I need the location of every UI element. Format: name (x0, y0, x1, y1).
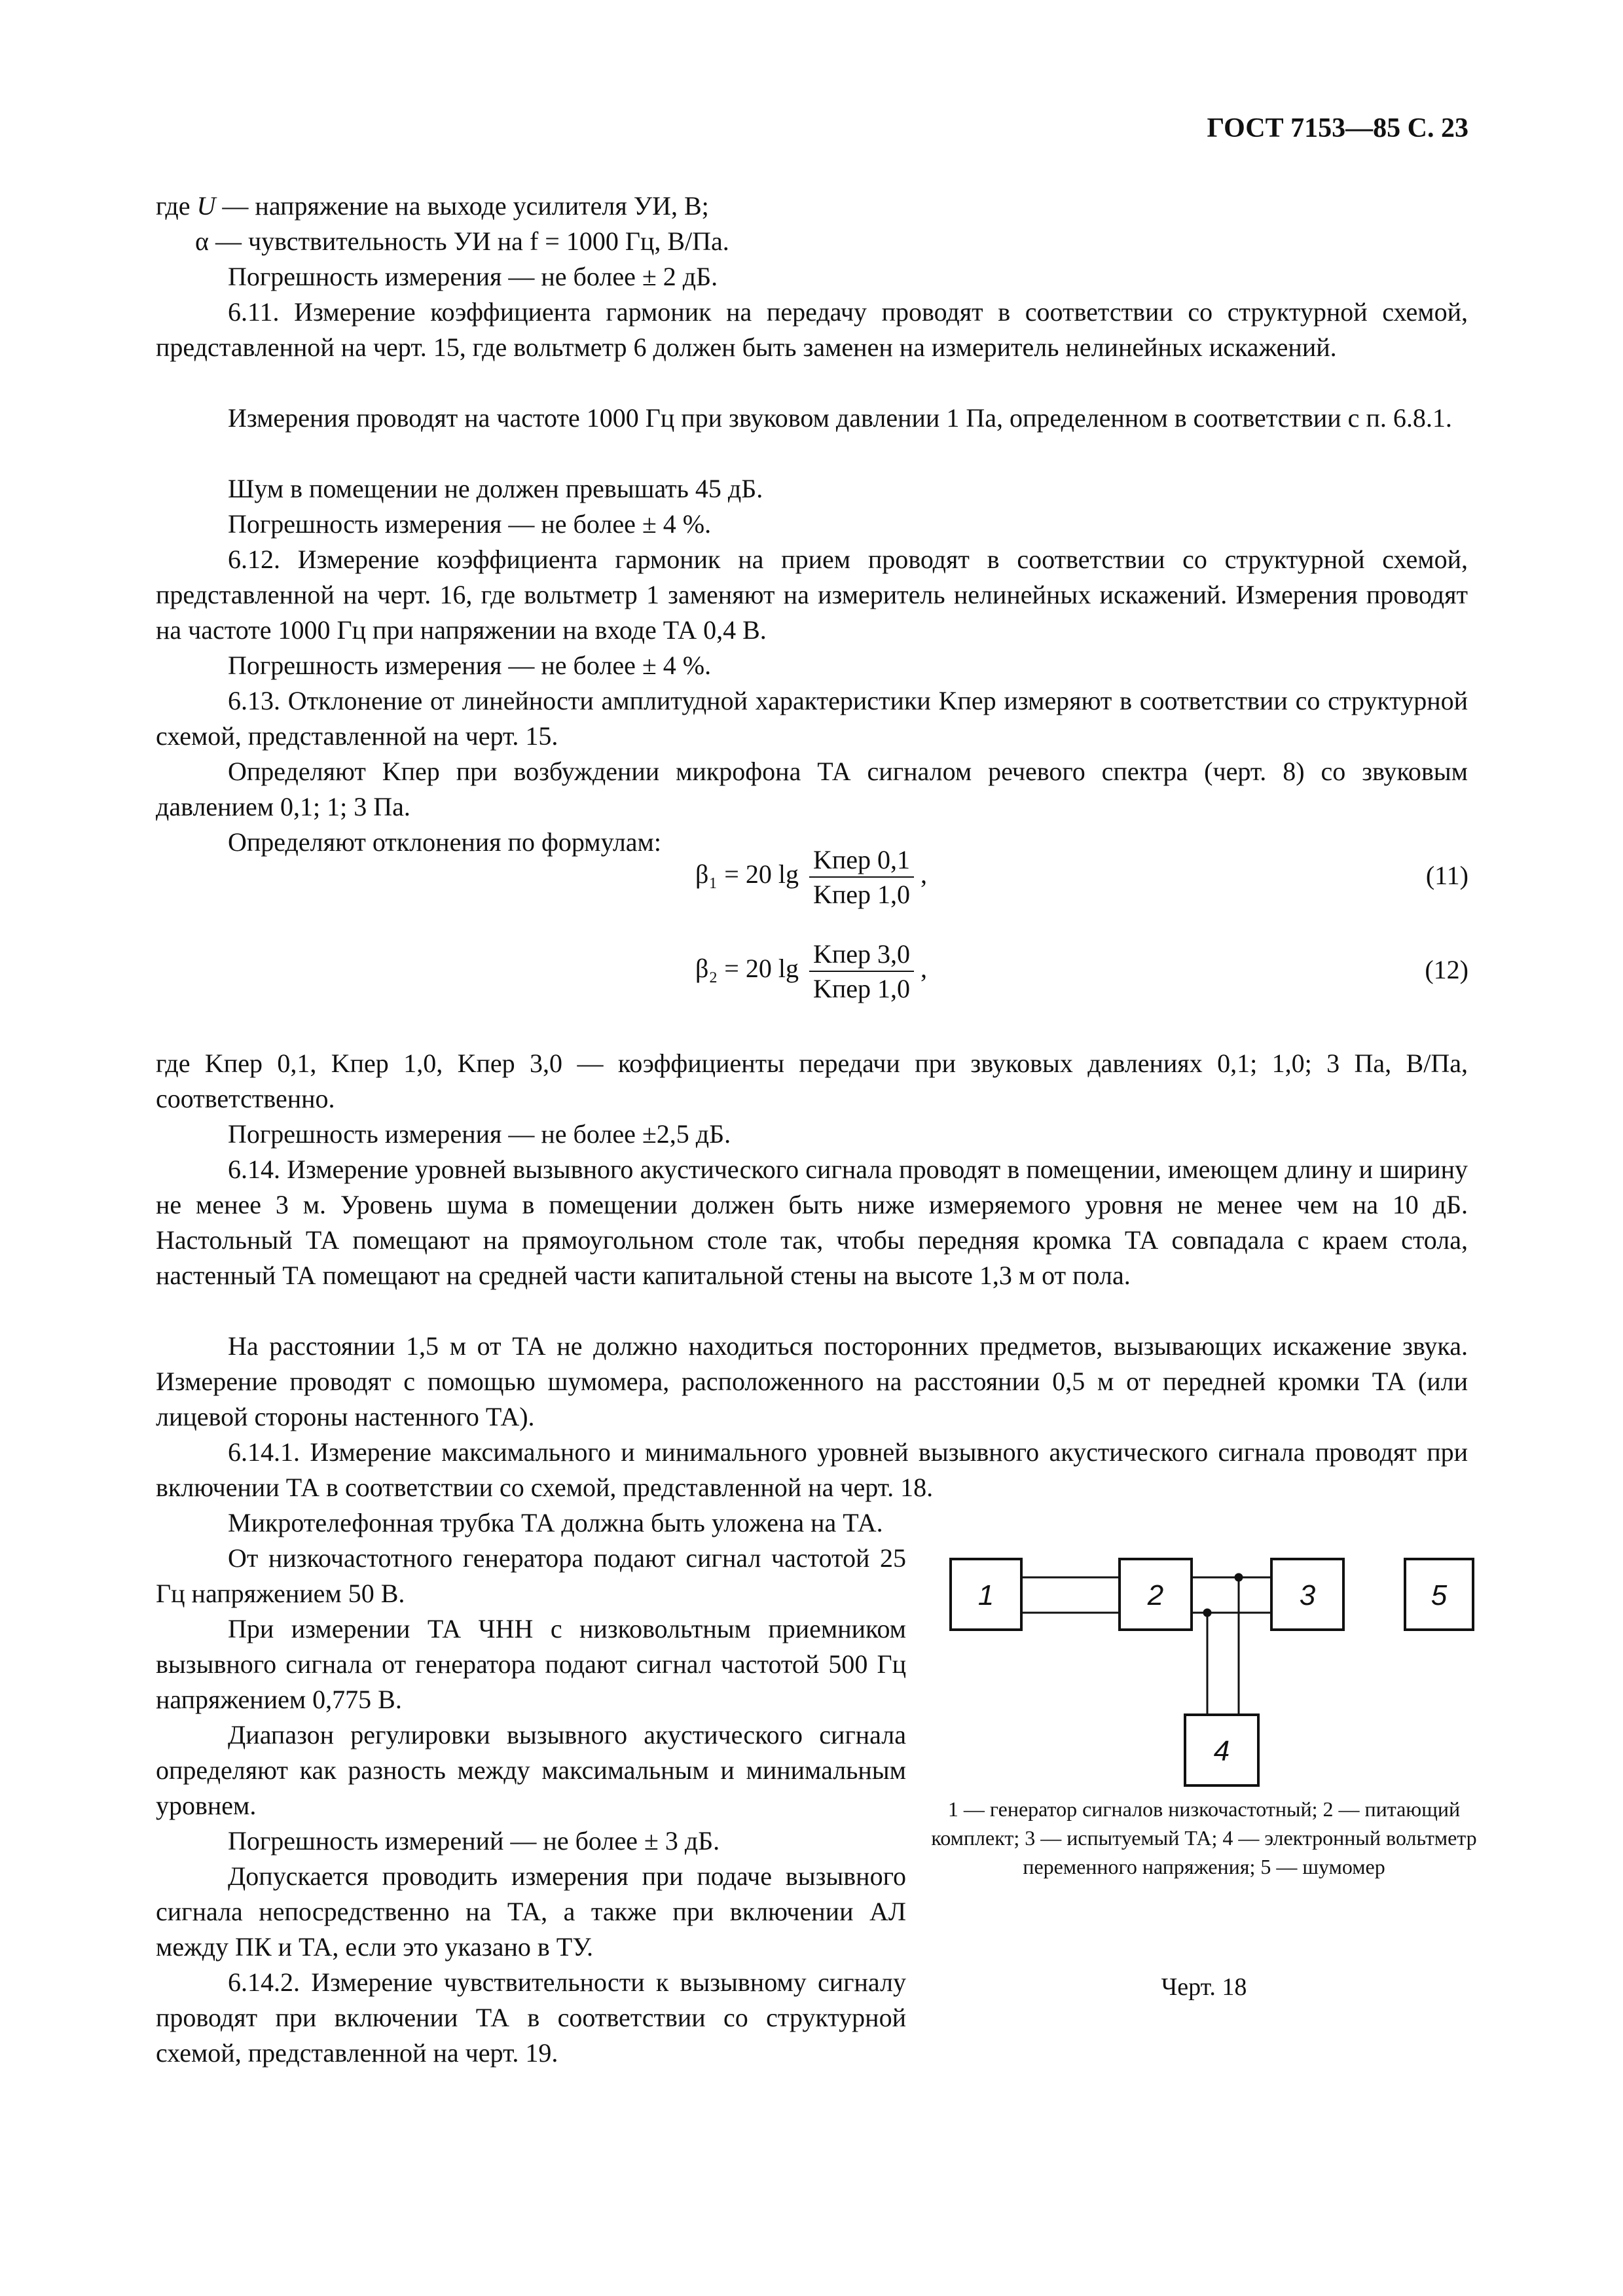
paragraph-6-12: 6.12. Измерение коэффициента гармоник на прием проводят в соответствии со структурной схемой, представленной на черт. 16, где вольтметр 1 заменяют на измеритель нелинейных искажений. Измерения проводят на частоте 1000 Гц при напряжении на входе ТА 0,4 В. (156, 545, 1468, 645)
paragraph-6-14: 6.14. Измерение уровней вызывного акустического сигнала проводят в помещении, имеющем длину и ширину не менее 3 м. Уровень шума в помещении должен быть ниже измеряемого уровня не менее чем на 10 дБ. Настольный ТА помещают на прямоугольном столе так, чтобы передняя кромка ТА совпадала с краем стола, настенный ТА помещают на средней части капитальной стены на высоте 1,3 м от пола. (156, 1155, 1468, 1290)
diagram-label-3: 3 (1299, 1579, 1316, 1611)
figure-label: Черт. 18 (1161, 1973, 1247, 2001)
diagram-label-2: 2 (1147, 1579, 1164, 1611)
formula-11-numerator: Kпер 0,1 (809, 844, 914, 878)
paragraph-6-11-accuracy: Погрешность измерения — не более ± 4 %. (228, 509, 712, 539)
column-allowed: Допускается проводить измерения при подаче вызывного сигнала непосредственно на ТА, а также при включении АЛ между ПК и ТА, если это указано в ТУ. (156, 1861, 906, 1962)
formula-11-comma: , (921, 859, 928, 889)
diagram-connections (1021, 1574, 1271, 1715)
paragraph-6-11-noise: Шум в помещении не должен превышать 45 дБ. (228, 474, 763, 503)
where-prefix: где (156, 191, 197, 221)
paragraph-6-13-accuracy: Погрешность измерения — не более ±2,5 дБ. (228, 1119, 731, 1149)
where-line-u (156, 188, 1468, 224)
equation-number-12: (12) (1425, 955, 1468, 984)
paragraph-6-13-define: Определяют Kпер при возбуждении микрофона ТА сигналом речевого спектра (черт. 8) со звуковым давлением 0,1; 1; 3 Па. (156, 757, 1468, 821)
column-low-voltage: При измерении ТА ЧНН с низковольтным приемником вызывного сигнала от генератора подают сигнал частотой 500 Гц напряжением 0,775 В. (156, 1614, 906, 1714)
block-diagram-chert-18 (943, 1545, 1480, 1793)
diagram-caption: 1 — генератор сигналов низкочастотный; 2 — питающий комплект; 3 — испытуемый ТА; 4 — электронный вольтметр переменного напряжения; 5 — шумомер (931, 1797, 1477, 1878)
diagram-label-5: 5 (1431, 1579, 1448, 1611)
paragraph-6-13: 6.13. Отклонение от линейности амплитудной характеристики Kпер измеряют в соответствии со структурной схемой, представленной на черт. 15. (156, 686, 1468, 751)
paragraph-6-14-distance: На расстоянии 1,5 м от ТА не должно находиться посторонних предметов, вызывающих искажение звука. Измерение проводят с помощью шумомера, расположенного на расстоянии 0,5 м от передней кромки ТА (или лицевой стороны настенного ТА). (156, 1331, 1468, 1431)
column-6-14-2: 6.14.2. Измерение чувствительности к вызывному сигналу проводят при включении ТА в соответствии со структурной схемой, представленной на черт. 19. (156, 1967, 906, 2068)
column-generator: От низкочастотного генератора подают сигнал частотой 25 Гц напряжением 50 В. (156, 1543, 906, 1608)
paragraph-6-13-formulas: Определяют отклонения по формулам: (228, 827, 661, 857)
paragraph-accuracy-1: Погрешность измерения — не более ± 2 дБ. (228, 262, 718, 291)
formula-11 (695, 844, 927, 910)
paragraph-6-11-freq: Измерения проводят на частоте 1000 Гц при звуковом давлении 1 Па, определенном в соответствии с п. 6.8.1. (228, 403, 1452, 433)
page-header: ГОСТ 7153—85 С. 23 (1207, 113, 1468, 143)
equation-number-11: (11) (1425, 861, 1468, 890)
paragraph-6-11: 6.11. Измерение коэффициента гармоник на передачу проводят в соответствии со структурной схемой, представленной на черт. 15, где вольтметр 6 должен быть заменен на измеритель нелинейных искажений. (156, 297, 1468, 362)
formula-12-lhs: β₂ = 20 lg (695, 954, 799, 984)
where-u-text: — напряжение на выходе усилителя УИ, В; (215, 191, 709, 221)
formula-12-fraction (809, 939, 914, 1004)
paragraph-6-14-1: 6.14.1. Измерение максимального и минимального уровней вызывного акустического сигнала проводят при включении ТА в соответствии со схемой, представленной на черт. 18. (156, 1437, 1468, 1502)
formula-12 (695, 939, 927, 1004)
formula-12-denominator: Kпер 1,0 (812, 974, 911, 1003)
formula-11-denominator: Kпер 1,0 (812, 880, 911, 909)
formula-12-numerator: Kпер 3,0 (809, 939, 914, 972)
symbol-u: U (196, 191, 216, 221)
formula-11-lhs: β₁ = 20 lg (695, 859, 799, 889)
where-coefficients: где Kпер 0,1, Kпер 1,0, Kпер 3,0 — коэффициенты передачи при звуковых давлениях 0,1; 1,0; 3 Па, В/Па, соответственно. (156, 1049, 1468, 1113)
formula-12-comma: , (921, 954, 928, 984)
where-line-alpha: α — чувствительность УИ на f = 1000 Гц, В/Па. (195, 226, 729, 256)
column-accuracy: Погрешность измерений — не более ± 3 дБ. (228, 1826, 720, 1856)
formula-11-fraction (809, 844, 914, 910)
paragraph-6-14-1-handset: Микротелефонная трубка ТА должна быть уложена на ТА. (228, 1508, 883, 1537)
column-range: Диапазон регулировки вызывного акустического сигнала определяют как разность между максимальным и минимальным уровнем. (156, 1720, 906, 1820)
diagram-label-1: 1 (977, 1579, 994, 1611)
diagram-label-4: 4 (1213, 1735, 1230, 1767)
paragraph-6-12-accuracy: Погрешность измерения — не более ± 4 %. (228, 651, 712, 680)
